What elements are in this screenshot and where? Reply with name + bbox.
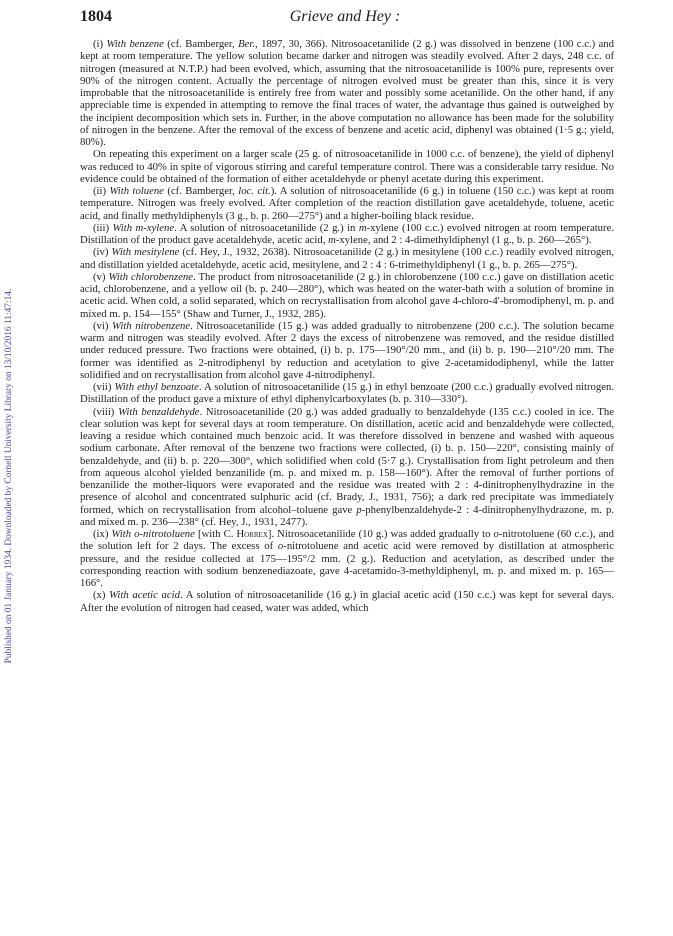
paragraph (80, 589, 614, 614)
italic-text: With chlorobenzene (108, 270, 193, 283)
paragraph (80, 222, 614, 247)
text-run: -phenylbenzaldehyde-2 : 4-dinitrophenylhydrazone, m. p. and mixed m. p. 236—238° (cf. Hey, J., 1931, 2477). (80, 503, 614, 528)
text-run: , 1897, 30, 366). Nitrosoacetanilide (2 g.) was dissolved in benzene (100 c.c.) and kept at room temperature. The yellow solution became darker and nitrogen was steadily evolved. After 2 days, 248 c.c. of nitrogen (measured at N.T.P.) had been evolved, which, assuming that the nitrosoacetanilide is 100% pure, represents over 90% of the nitrogen content. Actually the percentage of nitrogen evolved must be greater than this, since it is very improbable that the nitrosoacetanilide is entirely free from water and possibly some acetanilide. On the other hand, if any appreciable time is expended in attempting to remove the final traces of water, the advantage thus gained is outweighed by the incipient decomposition which sets in. Further, in the above computation no allowance has been made for the solubility of nitrogen in the benzene. After the removal of the excess of benzene and acetic acid, diphenyl was obtained (1·5 g.; yield, 80%). (80, 38, 614, 148)
text-run: (v) (93, 270, 109, 283)
article-body (80, 38, 614, 614)
italic-text: o (493, 528, 499, 540)
text-run: -xylene (100 c.c.) evolved nitrogen at room temperature. Distillation of the product gave acetaldehyde, acetic acid, (80, 221, 614, 246)
text-run: (vii) (93, 381, 115, 393)
text-run: . A solution of nitrosoacetanilide (2 g.) in (174, 221, 359, 234)
download-watermark-text: Published on 01 January 1934. Downloaded by Cornell University Library on 13/10/2016 11:47:14. (4, 288, 14, 664)
text-run: . A solution of nitrosoacetanilide (16 g.) in glacial acetic acid (150 c.c.) was kept for several days. After the evolution of nitrogen had ceased, water was added, which (80, 589, 614, 614)
text-run: ). A solution of nitrosoacetanilide (6 g.) in toluene (150 c.c.) was kept at room temperature. Nitrogen was freely evolved. After completion of the reaction distillation gave acetaldehyde, toluene, acetic acid, and finally methyldiphenyls (3 g., b. p. 260—275°) and a higher-boiling black residue. (80, 185, 615, 222)
text-run: . Nitrosoacetanilide (15 g.) was added gradually to nitrobenzene (200 c.c.). The solution became warm and nitrogen was steadily evolved. After 2 days the excess of nitrobenzene was removed, and the residue distilled under reduced pressure. Two fractions were obtained, (i) b. p. 175—190°/20 mm., and (ii) b. p. 190—210°/20 mm. The former was identified as 2-nitrodiphenyl by reduction and acetylation to give 2-acetamidodiphenyl, while the latter solidified and on recrystallisation from alcohol gave 4-nitrodiphenyl. (80, 319, 614, 381)
italic-text: With toluene (109, 185, 164, 197)
text-run: . The product from nitrosoacetanilide (2 g.) in chlorobenzene (100 c.c.) gave on distillation acetic acid, chlorobenzene, and a yellow oil (b. p. 240—280°), which was heated on the water-bath with a solution of bromine in acetic acid. When cold, a solid separated, which on recrystallisation from alcohol gave 4-chloro-4′-bromodiphenyl, m. p. and mixed m. p. 154—155° (Shaw and Turner, J., 1932, 285). (80, 270, 615, 320)
paragraph (80, 148, 614, 185)
text-run: (ix) (93, 528, 112, 540)
text-run: [with C. (194, 528, 237, 540)
paragraph (80, 246, 614, 271)
text-run: On repeating this experiment on a larger scale (25 g. of nitrosoacetanilide in 1000 c.c. of benzene), the yield of diphenyl was reduced to 40% in spite of vigorous stirring and careful temperature control. There was a considerable tarry residue. No evidence could be obtained of the formation of either acetaldehyde or phenyl acetate during this experiment. (80, 148, 614, 185)
small-caps-text: Horrex (236, 528, 268, 540)
paragraph (80, 381, 614, 406)
running-title: Grieve and Hey : (289, 8, 401, 25)
text-run: (ii) (93, 185, 110, 197)
text-run: ]. Nitrosoacetanilide (10 g.) was added gradually to (267, 528, 494, 540)
text-run: (cf. Hey, J., 1932, 2638). Nitrosoacetanilide (2 g.) in mesitylene (100 c.c.) readily evolved nitrogen, and distillation yielded acetaldehyde, acetic acid, mesitylene, and 2 : 4 : 6-trimethyldiphenyl (1 g., b. p. 265—275°). (80, 246, 615, 271)
text-run: -xylene, and 2 : 4-dimethyldiphenyl (1 g., b. p. 260—265°). (335, 234, 592, 246)
text-run: (iv) (93, 246, 112, 259)
text-run: (vi) (93, 319, 113, 332)
text-run: (cf. Bamberger, (163, 185, 239, 197)
paragraph (80, 271, 614, 320)
text-run: -nitrotoluene and acetic acid were removed by distillation at atmospheric pressure, and the residue collected at 175—195°/2 mm. (2 g.). Reduction and acetylation, as described under the corresponding reaction with sodium benzenediazoate, gave 4-acetamido-3-methyldiphenyl, m. p. and mixed m. p. 165—166°. (80, 540, 615, 589)
paragraph (80, 320, 614, 381)
text-run: . A solution of nitrosoacetanilide (15 g.) in ethyl benzoate (200 c.c.) gradually evolved nitrogen. Distillation of the product gave a mixture of ethyl diphenylcarboxylates (b. p. 310—330°). (80, 381, 615, 406)
paragraph (80, 528, 614, 589)
italic-text: With m-xylene (112, 221, 175, 234)
text-run: (i) (93, 38, 107, 50)
italic-text: Ber. (238, 38, 256, 50)
text-run: (viii) (93, 405, 119, 418)
download-watermark (2, 120, 16, 832)
italic-text: With benzaldehyde (118, 405, 200, 418)
text-run: -nitrotoluene (60 c.c.), and the solution left for 2 days. The excess of (80, 528, 614, 553)
italic-text: m (328, 234, 336, 246)
text-run: (cf. Bamberger, (163, 38, 239, 50)
italic-text: With benzene (106, 38, 164, 50)
italic-text: loc. cit. (238, 185, 271, 197)
italic-text: With nitrobenzene (112, 319, 191, 332)
text-run: (iii) (93, 221, 113, 234)
paragraph (80, 406, 614, 529)
italic-text: o (277, 540, 284, 553)
italic-text: With o-nitrotoluene (111, 528, 195, 540)
text-run: (x) (93, 589, 110, 602)
italic-text: With mesitylene (111, 246, 180, 259)
italic-text: With acetic acid (109, 589, 180, 602)
text-run: . Nitrosoacetanilide (20 g.) was added gradually to benzaldehyde (135 c.c.) cooled in ice. The clear solution was kept for several days at room temperature. On distillation, acetic acid and benzaldehyde were collected, leaving a residue which contained much benzoic acid. It was therefore dissolved in benzene and washed with aqueous sodium carbonate. After removal of the benzene two fractions were collected, (i) b. p. 150—220°, consisting mainly of benzaldehyde, and (ii) b. p. 220—300°, which solidified when cold (5·7 g.). Crystallisation from light petroleum and then from aqueous alcohol yielded benzanilide (m. p. and mixed m. p. 158—160°). After the removal of further portions of benzanilide the mother-liquors were evaporated and the residue was treated with 2 : 4-dinitrophenylhydrazine in the presence of alcohol and concentrated sulphuric acid (cf. Brady, J., 1931, 756); a dark red precipitate was immediately formed, which on recrystallisation from alcohol–toluene gave (80, 405, 615, 516)
page-number: 1804 (80, 8, 112, 25)
page-header (80, 8, 610, 30)
italic-text: m (358, 221, 367, 234)
italic-text: With ethyl benzoate (114, 381, 199, 393)
paragraph (80, 185, 614, 222)
italic-text: p (356, 503, 362, 516)
paragraph (80, 38, 614, 148)
